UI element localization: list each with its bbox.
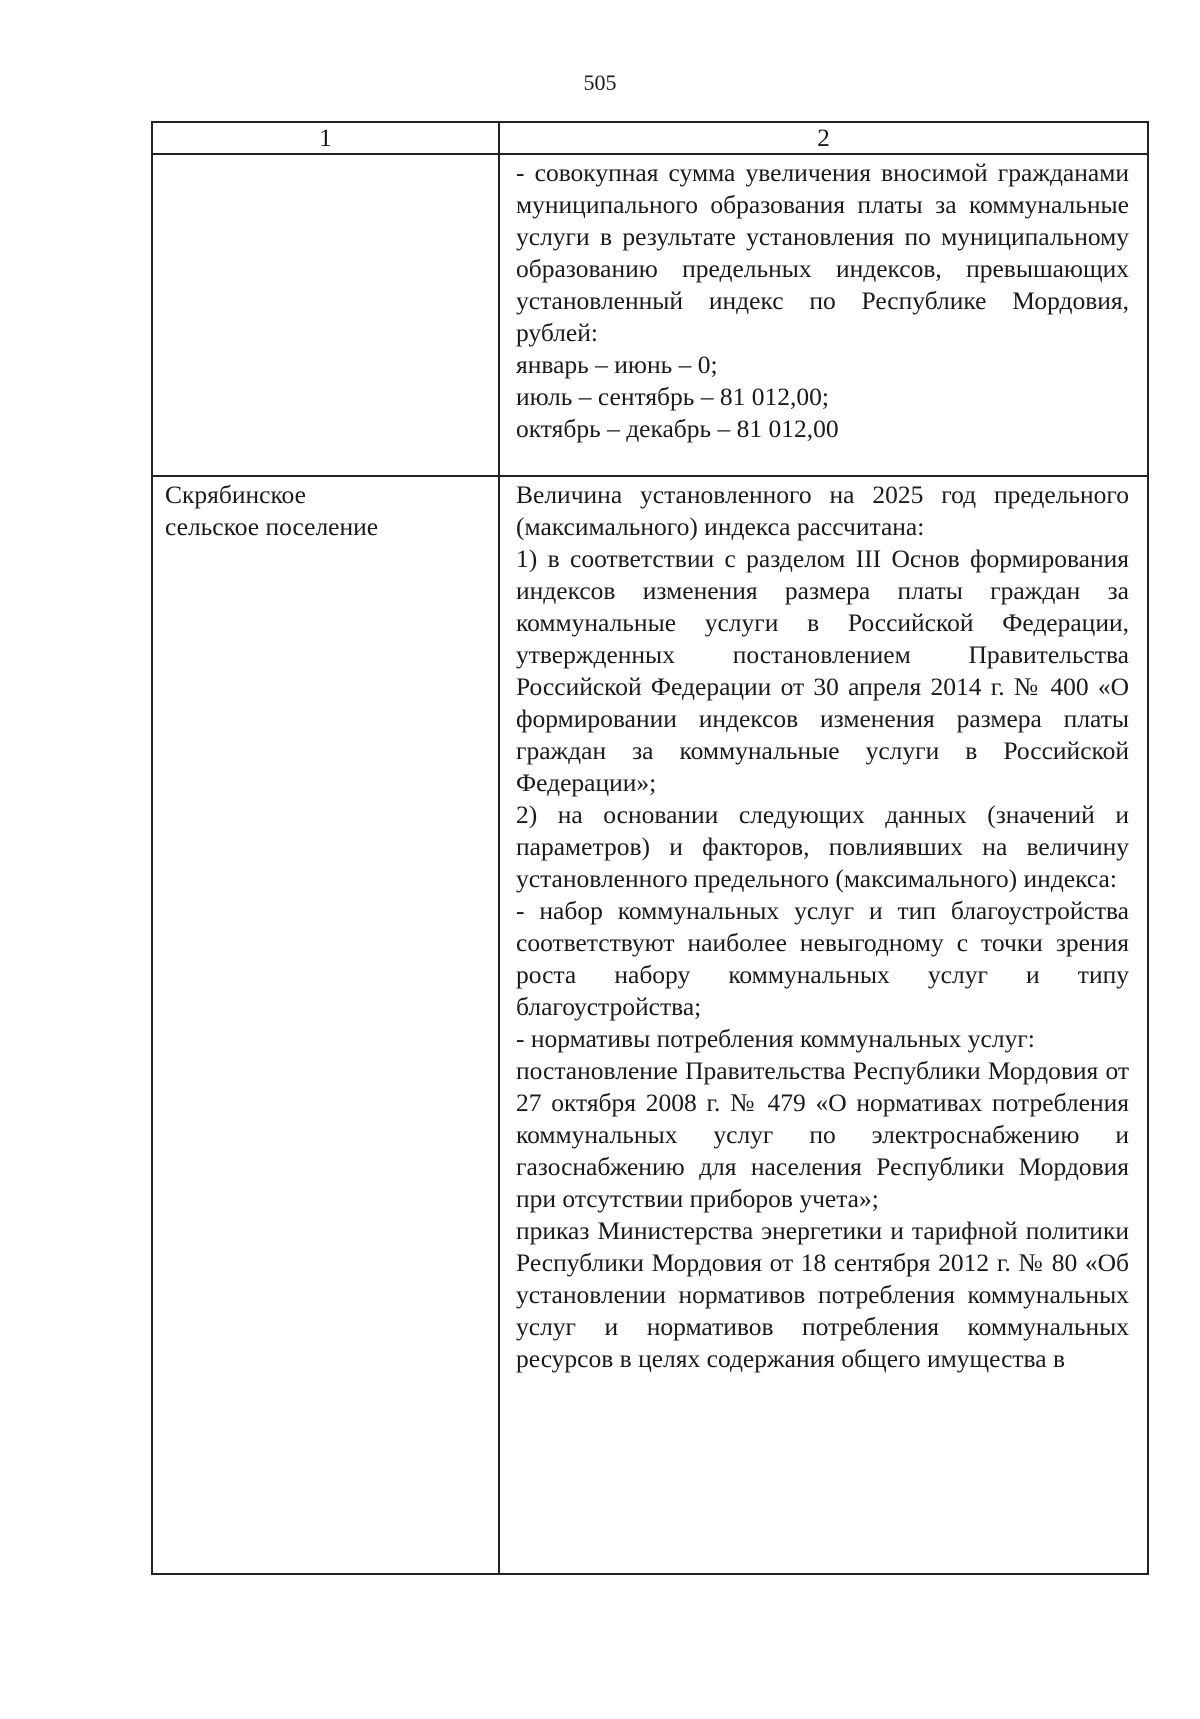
column-header-1: 1: [152, 122, 499, 154]
municipality-cell: [152, 476, 499, 1574]
paragraph: - совокупная сумма увеличения вносимой гражданами муниципального образования платы за коммунальные услуги в результате установления по муниципальному образованию предельных индексов, превышающих установленный индекс по Республике Мордовия, рублей:: [516, 158, 1129, 347]
paragraph: октябрь – декабрь – 81 012,00: [516, 414, 839, 443]
column-header-2: 2: [499, 122, 1148, 154]
table-row: [152, 154, 1148, 476]
paragraph: 2) на основании следующих данных (значений и параметров) и факторов, повлиявших на величину установленного предельного (максимального) индекса:: [516, 800, 1129, 893]
paragraph: - набор коммунальных услуг и тип благоустройства соответствуют наиболее невыгодному с точки зрения роста набору коммунальных услуг и типу благоустройства;: [516, 896, 1129, 1021]
paragraph: постановление Правительства Республики Мордовия от 27 октября 2008 г. № 479 «О нормативах потребления коммунальных услуг по электроснабжению и газоснабжению для населения Республики Мордовия при отсутствии приборов учета»;: [516, 1056, 1129, 1213]
paragraph: 1) в соответствии с разделом III Основ формирования индексов изменения размера платы граждан за коммунальные услуги в Российской Федерации, утвержденных постановлением Правительства Российской Федерации от 30 апреля 2014 г. № 400 «О формировании индексов изменения размера платы граждан за коммунальные услуги в Российской Федерации»;: [516, 544, 1129, 797]
description-cell: [499, 154, 1148, 476]
description-cell: [499, 476, 1148, 1574]
paragraph: июль – сентябрь – 81 012,00;: [516, 382, 829, 411]
page-number: 505: [583, 70, 617, 95]
municipality-name: сельское поселение: [165, 512, 379, 541]
municipality-cell: [152, 154, 499, 476]
paragraph: приказ Министерства энергетики и тарифной политики Республики Мордовия от 18 сентября 2012 г. № 80 «Об установлении нормативов потребления коммунальных услуг и нормативов потребления коммунальных ресурсов в целях содержания общего имущества в: [516, 1216, 1129, 1373]
municipality-name: Скрябинское: [165, 480, 306, 509]
table-row: [152, 476, 1148, 1574]
paragraph: Величина установленного на 2025 год предельного (максимального) индекса рассчитана:: [516, 480, 1129, 541]
document-table: [151, 121, 1149, 1575]
table-header-row: [152, 122, 1148, 154]
paragraph: - нормативы потребления коммунальных услуг:: [516, 1024, 1035, 1053]
paragraph: январь – июнь – 0;: [516, 350, 718, 379]
